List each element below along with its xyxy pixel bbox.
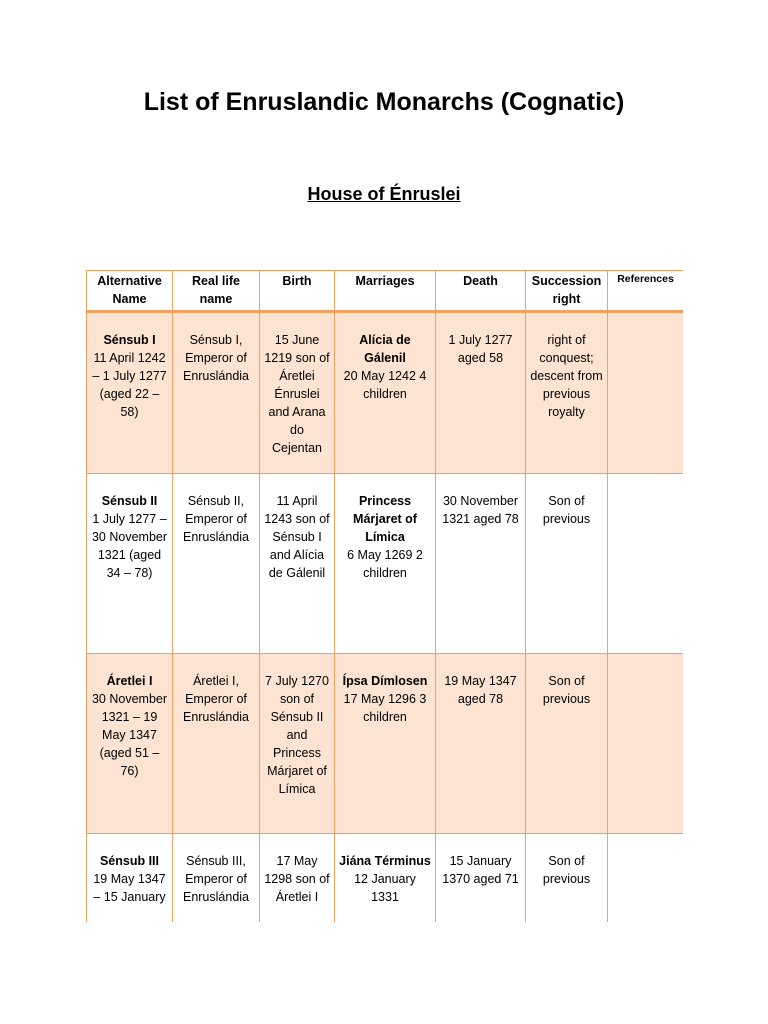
header-alternative-name: Alternative Name xyxy=(87,271,173,312)
cell-references xyxy=(608,474,684,654)
cell-death: 19 May 1347 aged 78 xyxy=(436,654,526,834)
cell-real-life-name: Áretlei I, Emperor of Enruslándia xyxy=(173,654,260,834)
cell-birth: 15 June 1219 son of Áretlei Énruslei and Arana do Cejentan xyxy=(260,312,335,474)
table-row xyxy=(87,474,684,654)
cell-references xyxy=(608,834,684,923)
cell-marriages xyxy=(335,474,436,654)
cell-alternative-name xyxy=(87,474,173,654)
reign-dates: 19 May 1347 – 15 January xyxy=(93,872,166,904)
monarch-name: Áretlei I xyxy=(106,674,153,688)
header-death: Death xyxy=(436,271,526,312)
table-header-row xyxy=(87,271,684,312)
section-title: House of Énruslei xyxy=(307,184,461,204)
marriage-details: 20 May 1242 4 children xyxy=(343,369,427,401)
cell-death: 1 July 1277 aged 58 xyxy=(436,312,526,474)
cell-real-life-name: Sénsub III, Emperor of Enruslándia xyxy=(173,834,260,923)
reign-dates: 1 July 1277 – 30 November 1321 (aged 34 – 78) xyxy=(91,512,168,580)
cell-references xyxy=(608,654,684,834)
cell-alternative-name xyxy=(87,654,173,834)
cell-marriages xyxy=(335,834,436,923)
cell-birth: 11 April 1243 son of Sénsub I and Alícia de Gálenil xyxy=(260,474,335,654)
cell-death: 30 November 1321 aged 78 xyxy=(436,474,526,654)
header-real-life-name: Real life name xyxy=(173,271,260,312)
header-birth: Birth xyxy=(260,271,335,312)
monarchs-table xyxy=(86,270,683,922)
marriage-details: 17 May 1296 3 children xyxy=(343,692,427,724)
cell-succession-right: right of conquest; descent from previous royalty xyxy=(526,312,608,474)
cell-references xyxy=(608,312,684,474)
header-references: References xyxy=(608,271,684,312)
cell-succession-right: Son of previous xyxy=(526,474,608,654)
cell-birth: 17 May 1298 son of Áretlei I xyxy=(260,834,335,923)
cell-birth: 7 July 1270 son of Sénsub II and Princess Márjaret of Límica xyxy=(260,654,335,834)
cell-real-life-name: Sénsub II, Emperor of Enruslándia xyxy=(173,474,260,654)
header-marriages: Marriages xyxy=(335,271,436,312)
table-row xyxy=(87,312,684,474)
cell-marriages xyxy=(335,312,436,474)
monarchs-table-container xyxy=(86,270,683,922)
spouse-name: Alícia de Gálenil xyxy=(359,333,411,365)
cell-real-life-name: Sénsub I, Emperor of Enruslándia xyxy=(173,312,260,474)
cell-marriages xyxy=(335,654,436,834)
cell-death: 15 January 1370 aged 71 xyxy=(436,834,526,923)
reign-dates: 30 November 1321 – 19 May 1347 (aged 51 – 76) xyxy=(91,692,168,778)
cell-alternative-name xyxy=(87,834,173,923)
table-row xyxy=(87,654,684,834)
monarch-name: Sénsub III xyxy=(99,854,160,868)
spouse-name: Princess Márjaret of Límica xyxy=(353,494,417,544)
reign-dates: 11 April 1242 – 1 July 1277 (aged 22 – 58) xyxy=(92,351,167,419)
marriage-details: 6 May 1269 2 children xyxy=(347,548,423,580)
page-title: List of Enruslandic Monarchs (Cognatic) xyxy=(143,88,625,116)
monarch-name: Sénsub I xyxy=(103,333,156,347)
cell-succession-right: Son of previous xyxy=(526,834,608,923)
spouse-name: Jiána Términus xyxy=(339,854,431,868)
cell-succession-right: Son of previous xyxy=(526,654,608,834)
monarch-name: Sénsub II xyxy=(101,494,158,508)
header-succession-right: Succession right xyxy=(526,271,608,312)
cell-alternative-name xyxy=(87,312,173,474)
table-row xyxy=(87,834,684,923)
marriage-details: 12 January 1331 xyxy=(354,872,416,904)
spouse-name: Ípsa Dímlosen xyxy=(342,674,428,688)
